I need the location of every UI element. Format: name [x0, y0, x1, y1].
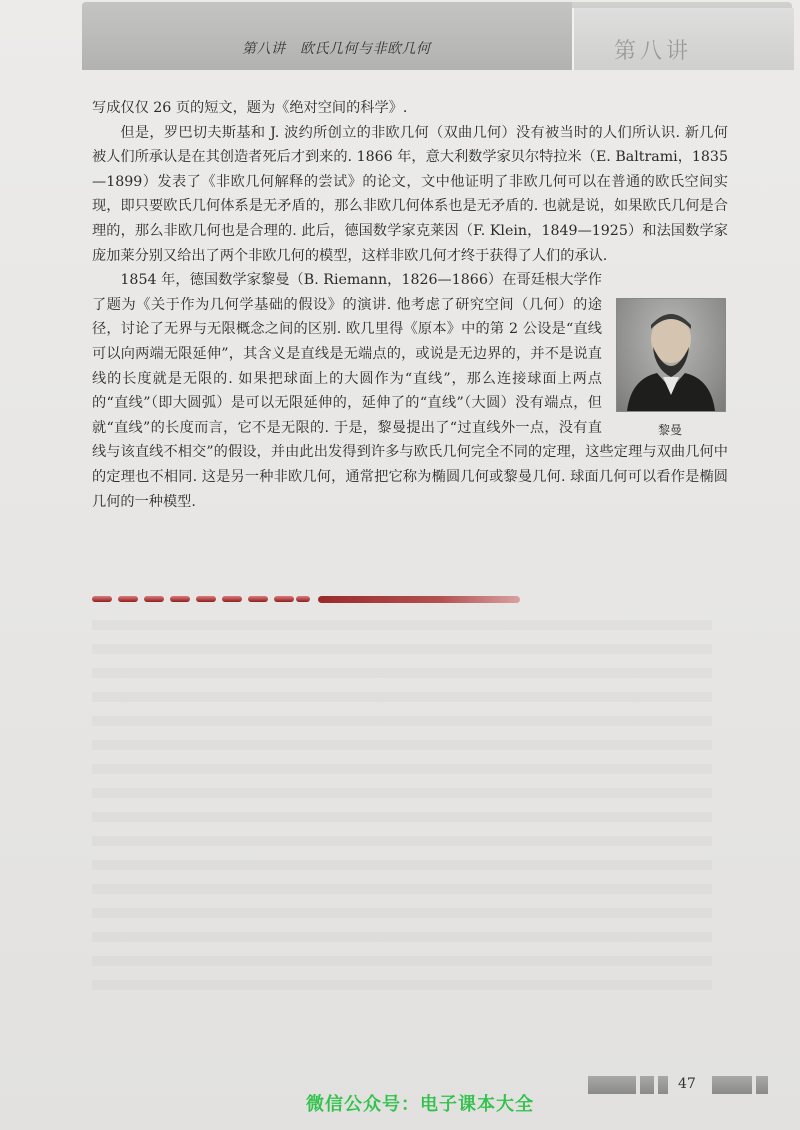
divider-dash — [196, 596, 216, 602]
footer-bar — [658, 1076, 668, 1094]
section-divider — [92, 592, 522, 606]
divider-dash — [296, 596, 310, 602]
page-header — [82, 2, 792, 70]
body-text — [92, 96, 728, 514]
header-title-band — [82, 2, 572, 70]
bleed-through-shading — [92, 620, 712, 990]
footer-bar — [712, 1076, 752, 1094]
divider-dash — [92, 596, 112, 602]
chapter-tab — [572, 8, 794, 70]
divider-dash — [274, 596, 294, 602]
page-number: 47 — [678, 1076, 696, 1092]
paragraph-1: 写成仅仅 26 页的短文，题为《绝对空间的科学》. — [92, 100, 408, 116]
chapter-title: 第八讲 欧氏几何与非欧几何 — [242, 41, 431, 57]
portrait-figure-icon — [617, 299, 725, 411]
paragraph-2: 但是，罗巴切夫斯基和 J. 波约所创立的非欧几何（双曲几何）没有被当时的人们所认识. 新几何被人们所承认是在其创造者死后才到来的. 1866 年，意大利数学家贝尔特拉米（E. Baltrami，1835—1899）发表了《非欧几何解释的尝试》的论文，文中他证明了非欧几何可以在普通的欧氏空间实现，即只要欧氏几何体系是无矛盾的，那么非欧几何体系也是无矛盾的. 也就是说，如果欧氏几何是合理的，那么非欧几何也是合理的. 此后，德国数学家克莱因（F. Klein，1849—1925）和法国数学家庞加莱分别又给出了两个非欧几何的模型，这样非欧几何才终于获得了人们的承认. — [92, 124, 728, 264]
portrait-image — [616, 298, 726, 412]
footer-bar — [756, 1076, 768, 1094]
footer-bar — [588, 1076, 636, 1094]
divider-dash — [222, 596, 242, 602]
footer-bar — [640, 1076, 654, 1094]
riemann-portrait — [616, 298, 728, 438]
paragraph-3: 1854 年，德国数学家黎曼（B. Riemann，1826—1866）在哥廷根大学作了题为《关于作为几何学基础的假设》的演讲. 他考虑了研究空间（几何）的途径，讨论了无界与无限概念之间的区别. 欧几里得《原本》中的第 2 公设是“直线可以向两端无限延伸”，其含义是直线是无端点的，或说是无边界的，并不是说直线的长度就是无限的. 如果把球面上的大圆作为“直线”，那么连接球面上两点的“直线”（即大圆弧）是可以无限延伸的，延伸了的“直线”（大圆）没有端点，但就“直线”的长度而言，它不是无限的. 于是，黎曼提出了“过直线外一点，没有直线与该直线不相交”的假设，并由此出发得到许多与欧氏几何完全不同的定理，这些定理与双曲几何中的定理也不相同. 这是另一种非欧几何，通常把它称为椭圆几何或黎曼几何. 球面几何可以看作是椭圆几何的一种模型. — [92, 272, 728, 510]
divider-dash — [144, 596, 164, 602]
riemann-section — [92, 268, 728, 514]
divider-dash — [170, 596, 190, 602]
portrait-caption: 黎曼 — [657, 423, 682, 438]
divider-long-bar — [318, 596, 520, 603]
chapter-tab-label: 第八讲 — [614, 39, 693, 64]
divider-dash — [118, 596, 138, 602]
watermark-text: 微信公众号：电子课本大全 — [306, 1094, 534, 1115]
divider-dash — [248, 596, 268, 602]
